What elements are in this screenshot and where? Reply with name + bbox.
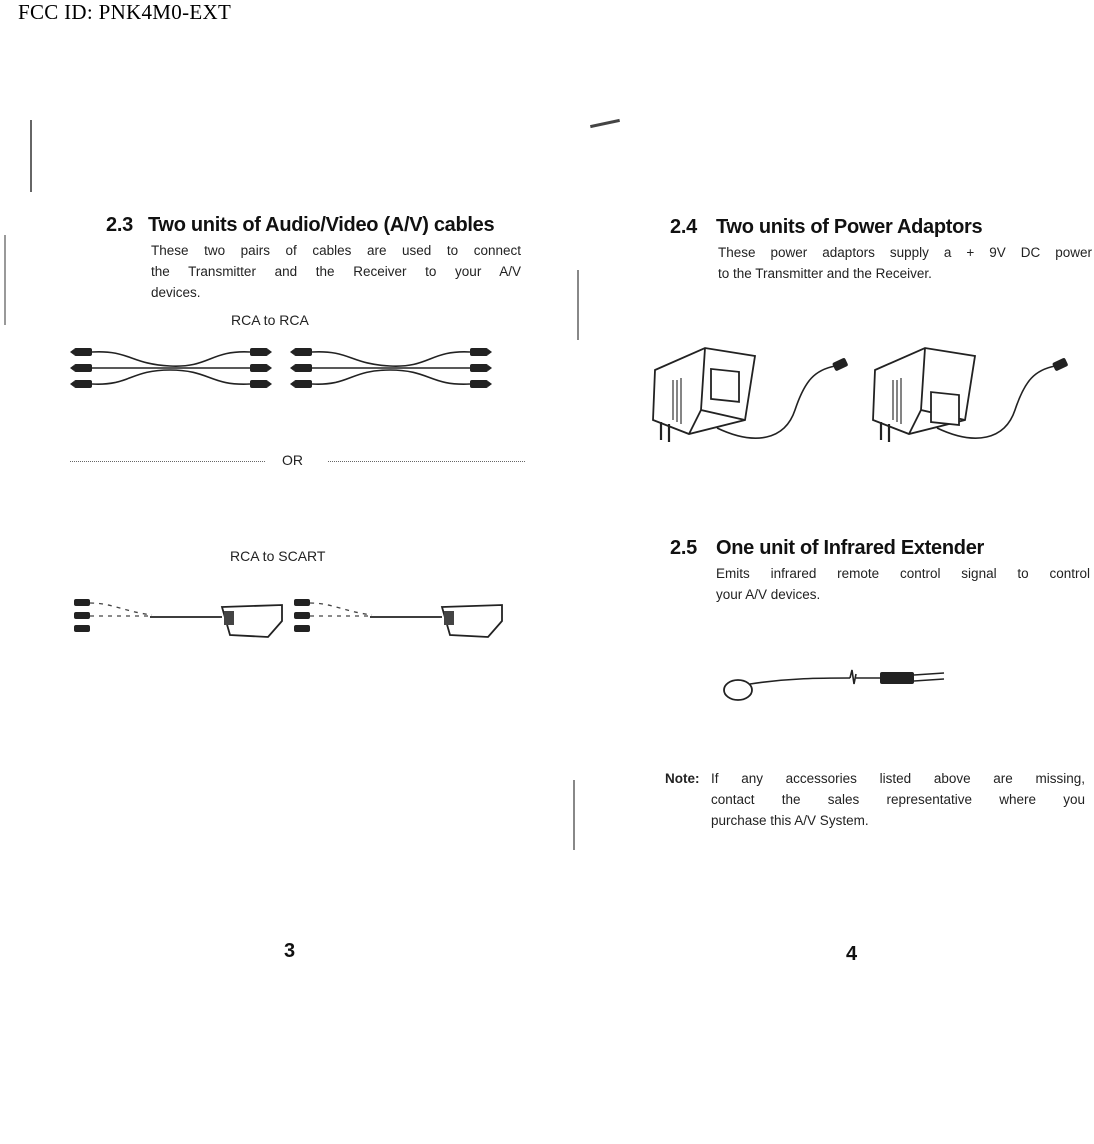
section-2-5-heading: One unit of Infrared Extender (716, 537, 984, 559)
scan-mark-top-center (590, 119, 620, 128)
section-2-3-number: 2.3 (106, 214, 133, 236)
section-2-4-number: 2.4 (670, 216, 697, 238)
note-line-1: If any accessories listed above are missing, (711, 771, 1085, 786)
section-2-3-line-2: the Transmitter and the Receiver to your A/V (151, 264, 521, 279)
section-2-3-line-3: devices. (151, 285, 201, 300)
note-block (665, 768, 1085, 831)
separator-dotted-line-right (328, 461, 525, 462)
section-2-3-line-1: These two pairs of cables are used to connect (151, 243, 521, 258)
section-2-5-title (670, 537, 984, 560)
caption-rca-to-scart: RCA to SCART (230, 548, 326, 564)
scan-mark-left-edge (30, 120, 32, 192)
note-text (711, 768, 1085, 831)
scan-mark-center-top (577, 270, 579, 340)
page-number-left: 3 (284, 940, 296, 962)
or-separator (70, 452, 525, 472)
note-label: Note: (665, 771, 700, 786)
rca-to-scart-cable-illustration (72, 595, 532, 645)
section-2-3-title (106, 214, 494, 237)
section-2-4-line-2: to the Transmitter and the Receiver. (718, 266, 932, 281)
section-2-5-number: 2.5 (670, 537, 697, 559)
caption-rca-to-rca: RCA to RCA (231, 312, 309, 328)
section-2-4-line-1: These power adaptors supply a + 9V DC power (718, 245, 1092, 260)
separator-label: OR (282, 452, 303, 468)
separator-dotted-line-left (70, 461, 265, 462)
section-2-4-title (670, 216, 982, 239)
fcc-id-header: FCC ID: PNK4M0-EXT (18, 0, 232, 24)
section-2-3-body (151, 240, 521, 303)
section-2-3-heading: Two units of Audio/Video (A/V) cables (148, 214, 495, 236)
section-2-4-body (718, 242, 1092, 284)
infrared-extender-illustration (720, 660, 950, 710)
section-2-5-body (716, 563, 1090, 605)
section-2-5-line-2: your A/V devices. (716, 587, 821, 602)
scan-mark-left-squiggle (4, 235, 6, 325)
rca-to-rca-cable-illustration (70, 340, 510, 400)
power-adaptors-illustration (645, 340, 1085, 450)
page-number-right: 4 (846, 943, 858, 965)
note-line-2: contact the sales representative where you (711, 792, 1085, 807)
scan-mark-center-bottom (573, 780, 575, 850)
section-2-4-heading: Two units of Power Adaptors (716, 216, 983, 238)
note-line-3: purchase this A/V System. (711, 813, 869, 828)
section-2-5-line-1: Emits infrared remote control signal to control (716, 566, 1090, 581)
